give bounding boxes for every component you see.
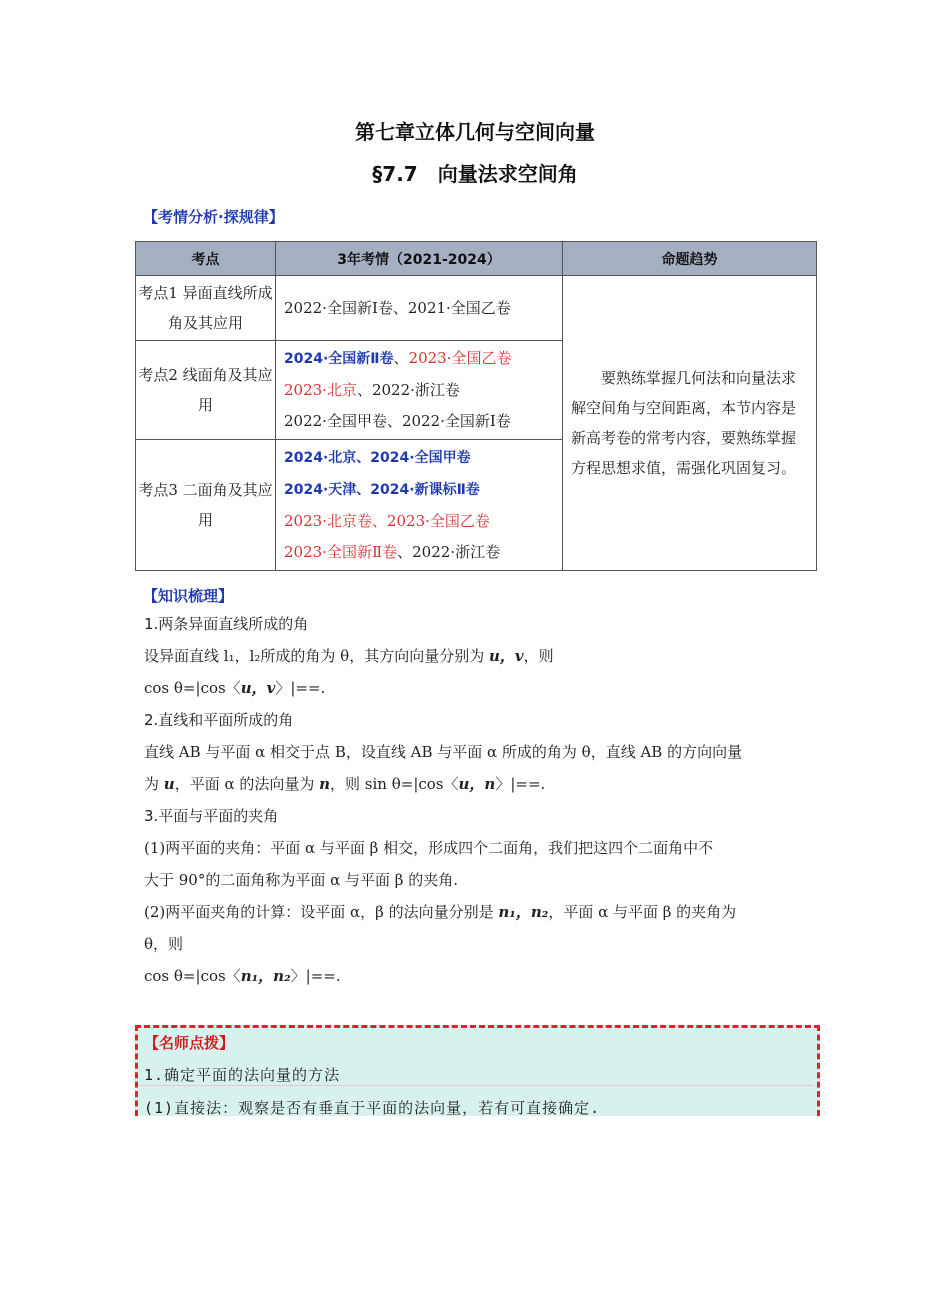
table-header-trend: 命题趋势 (563, 242, 817, 276)
tip-line: (1)直接法：观察是否有垂直于平面的法向量，若有可直接确定. (144, 1099, 601, 1117)
knowledge-paragraph: 为 u，平面 α 的法向量为 n，则 sin θ=|cos〈u，n〉|==. (144, 775, 546, 793)
exam-source-text: 2023·北京卷、2023·全国乙卷 (284, 512, 490, 530)
point-cell: 考点3 二面角及其应用 (136, 440, 276, 571)
knowledge-body (144, 608, 814, 992)
exam-source-line (284, 293, 554, 324)
exam-source-text: 2023·北京 (284, 381, 357, 399)
exam-source-text: 2024·天津、2024·新课标Ⅱ卷 (284, 482, 480, 498)
exam-source-line (284, 406, 554, 437)
knowledge-heading: 【知识梳理】 (143, 587, 234, 605)
exam-analysis-heading: 【考情分析·探规律】 (143, 208, 284, 226)
exam-source-text: 2024·全国新Ⅱ卷 (284, 351, 394, 367)
knowledge-paragraph: θ，则 (144, 935, 184, 953)
tip-heading: 【名师点拨】 (144, 1034, 235, 1052)
table-header-point: 考点 (136, 242, 276, 276)
exam-source-text: 、2022·浙江卷 (356, 381, 460, 399)
knowledge-paragraph: 大于 90°的二面角称为平面 α 与平面 β 的夹角. (144, 871, 458, 889)
exam-source-line (284, 375, 554, 406)
teacher-tip-box (135, 1025, 820, 1116)
exam-source-text: 2023·全国新Ⅱ卷 (284, 543, 398, 561)
exam-source-line (284, 343, 554, 375)
years-cell (276, 440, 563, 571)
exam-source-text: 、2022·浙江卷 (397, 543, 501, 561)
years-cell (276, 276, 563, 341)
exam-analysis-table (135, 241, 817, 571)
years-cell (276, 341, 563, 440)
knowledge-paragraph: (1)两平面的夹角：平面 α 与平面 β 相交，形成四个二面角，我们把这四个二面角中不 (144, 839, 714, 857)
section-title: §7.7 向量法求空间角 (372, 162, 578, 186)
tip-line: 1.确定平面的法向量的方法 (144, 1066, 341, 1084)
formula-line: cos θ=|cos〈n₁，n₂〉|==. (144, 967, 341, 985)
exam-source-line (284, 506, 554, 537)
table-header-years: 3年考情（2021-2024） (276, 242, 563, 276)
chapter-title: 第七章立体几何与空间向量 (355, 120, 595, 144)
exam-source-text: 2024·北京、2024·全国甲卷 (284, 450, 471, 466)
exam-source-line (284, 474, 554, 506)
exam-source-text: 2023·全国乙卷 (408, 349, 512, 367)
exam-source-line (284, 442, 554, 474)
knowledge-paragraph: (2)两平面夹角的计算：设平面 α，β 的法向量分别是 n₁，n₂，平面 α 与平面 β 的夹角为 (144, 903, 737, 921)
knowledge-item-heading: 1.两条异面直线所成的角 (144, 615, 309, 633)
table-row (136, 276, 817, 341)
knowledge-paragraph: 直线 AB 与平面 α 相交于点 B，设直线 AB 与平面 α 所成的角为 θ，直线 AB 的方向向量 (144, 743, 743, 761)
knowledge-item-heading: 3.平面与平面的夹角 (144, 807, 279, 825)
exam-source-text: 2022·全国新Ⅰ卷、2021·全国乙卷 (284, 298, 511, 317)
point-cell: 考点2 线面角及其应用 (136, 341, 276, 440)
point-cell: 考点1 异面直线所成角及其应用 (136, 276, 276, 341)
exam-source-text: 、 (393, 349, 409, 367)
exam-source-text: 2022·全国甲卷、2022·全国新Ⅰ卷 (284, 412, 511, 430)
table-header-row (136, 242, 817, 276)
knowledge-paragraph: 设异面直线 l₁，l₂所成的角为 θ，其方向向量分别为 u，v，则 (144, 647, 554, 665)
tip-divider (139, 1085, 814, 1086)
knowledge-item-heading: 2.直线和平面所成的角 (144, 711, 294, 729)
formula-line: cos θ=|cos〈u，v〉|==. (144, 679, 326, 697)
trend-cell: 要熟练掌握几何法和向量法求解空间角与空间距离，本节内容是新高考卷的常考内容，要熟练掌握方程思想求值，需强化巩固复习。 (563, 276, 817, 571)
exam-source-line (284, 537, 554, 568)
